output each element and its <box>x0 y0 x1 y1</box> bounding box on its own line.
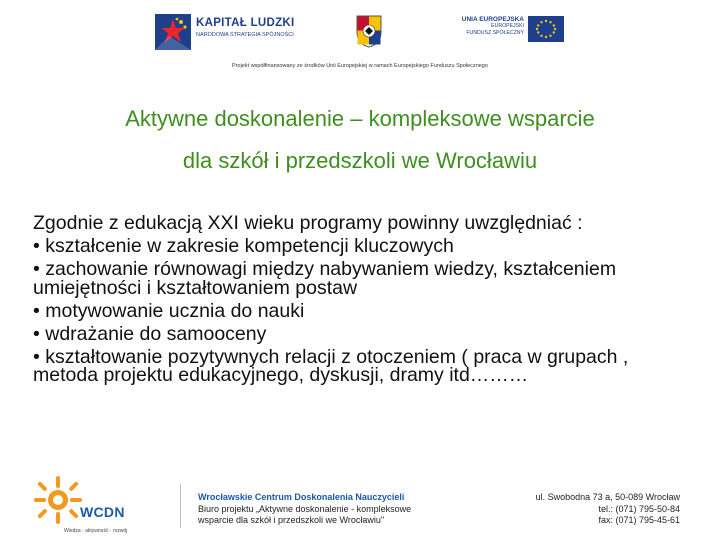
kapital-ludzki-wordmark <box>196 17 346 38</box>
footer-fax: fax: (071) 795-45-61 <box>598 515 680 525</box>
eu-line-1: EUROPEJSKI <box>491 23 524 29</box>
bullet-item: • motywowanie ucznia do nauki <box>33 299 305 322</box>
eu-line-2: FUNDUSZ SPOŁECZNY <box>466 29 524 36</box>
slide-title-line-2: dla szkół i przedszkoli we Wrocławiu <box>182 148 538 173</box>
footer-contact <box>505 492 680 527</box>
footer-tel: tel.: (071) 795-50-84 <box>598 503 680 514</box>
cofinance-note: Projekt współfinansowany ze środków Unii Europejskiej w ramach Europejskiego Funduszu Społecznego <box>232 63 488 69</box>
wcdn-tagline: Wiedza · aktywność · rozwój <box>64 528 128 534</box>
eu-title: UNIA EUROPEJSKA <box>461 16 524 23</box>
kapital-ludzki-star-logo-icon <box>155 14 191 50</box>
eu-flag-icon <box>528 16 564 42</box>
lower-silesia-crest-icon <box>355 14 383 48</box>
bullet-item: • kształcenie w zakresie kompetencji kluczowych <box>33 235 454 258</box>
slide-body <box>33 214 683 385</box>
footer-address: ul. Swobodna 73 a, 50-089 Wrocław <box>535 492 680 502</box>
body-intro: Zgodnie z edukacją XXI wieku programy powinny uwzględniać : <box>33 212 583 234</box>
footer-org-name: Wrocławskie Centrum Doskonalenia Nauczycieli <box>198 492 405 502</box>
footer-project-line-2: wsparcie dla szkół i przedszkoli we Wrocławiu" <box>198 515 385 525</box>
kapital-ludzki-subtitle: NARODOWA STRATEGIA SPÓJNOŚCI <box>196 32 294 38</box>
header-logo-strip <box>0 10 720 50</box>
footer <box>0 466 720 540</box>
footer-organization <box>198 492 411 527</box>
bullet-item: • wdrażanie do samooceny <box>33 323 267 346</box>
bullet-item: • zachowanie równowagi między nabywaniem wiedzy, kształceniem umiejętności i kształtowaniem postaw <box>33 258 617 299</box>
bullet-item: • kształtowanie pozytywnych relacji z otoczeniem ( praca w grupach , metoda projektu edukacyjnego, dyskusji, dramy itd……… <box>33 346 629 387</box>
footer-project-line-1: Biuro projektu „Aktywne doskonalenie - kompleksowe <box>198 503 412 514</box>
kapital-ludzki-title: KAPITAŁ LUDZKI <box>196 17 295 29</box>
wcdn-wordmark: WCDN <box>80 504 125 520</box>
slide-title <box>20 98 700 182</box>
footer-divider <box>180 484 181 528</box>
slide-title-line-1: Aktywne doskonalenie – kompleksowe wsparcie <box>125 106 595 131</box>
eu-wordmark <box>452 16 524 36</box>
